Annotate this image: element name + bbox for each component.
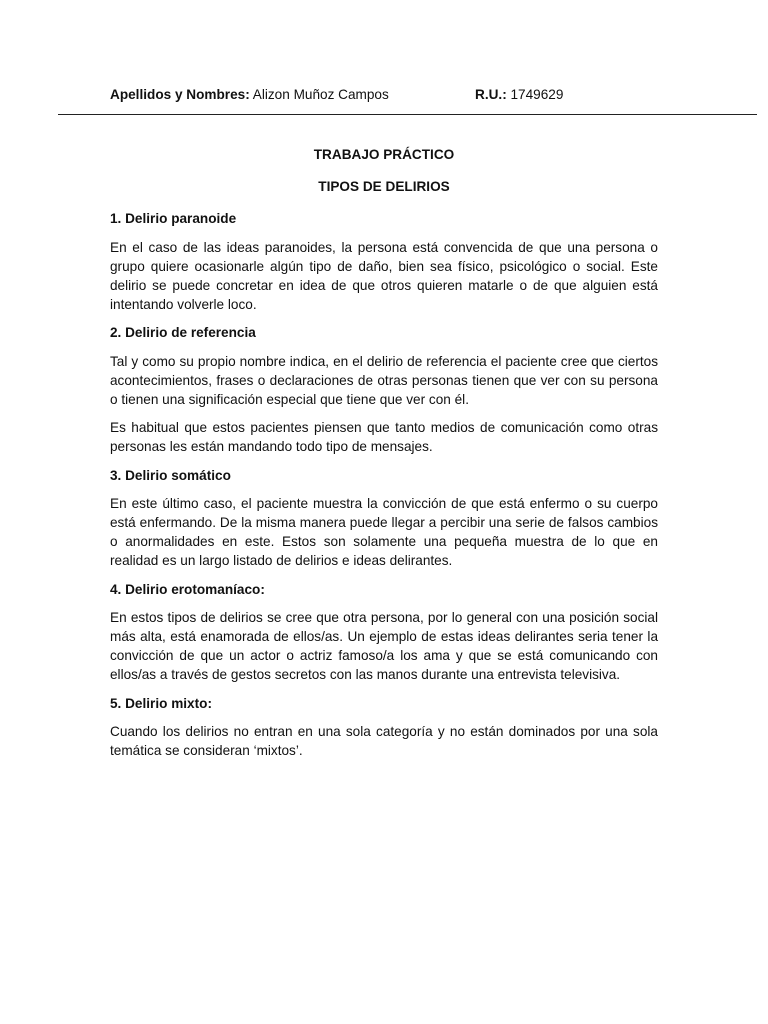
section-paragraph: Cuando los delirios no entran en una sola categoría y no están dominados por una sola temática se consideran ‘mixtos’. xyxy=(110,723,658,759)
student-name xyxy=(110,87,389,102)
section-paragraph: En estos tipos de delirios se cree que otra persona, por lo general con una posición social más alta, está enamorada de ellos/as. Un ejemplo de estas ideas delirantes seria tener la convicción de que un actor o actriz famoso/a los ama y que se está comunicando con ellos/as a través de gestos secretos con las manos durante una entrevista televisiva. xyxy=(110,609,658,683)
section-heading: 3. Delirio somático xyxy=(110,467,231,483)
header-divider xyxy=(58,114,757,115)
name-value: Alizon Muñoz Campos xyxy=(252,87,389,102)
section-paragraph: Es habitual que estos pacientes piensen que tanto medios de comunicación como otras personas les están mandando todo tipo de mensajes. xyxy=(110,420,658,455)
name-label: Apellidos y Nombres: xyxy=(110,87,250,102)
document-subtitle: TIPOS DE DELIRIOS xyxy=(318,179,450,195)
section-paragraph: En este último caso, el paciente muestra la convicción de que está enfermo o su cuerpo está enfermando. De la misma manera puede llegar a percibir una serie de falsos cambios o anormalidades en este. Estos son solamente una pequeña muestra de lo que en realidad es un largo listado de delirios e ideas delirantes. xyxy=(110,495,658,569)
document-header xyxy=(110,87,670,107)
registration-number xyxy=(475,87,563,102)
section-paragraph: En el caso de las ideas paranoides, la persona está convencida de que una persona o grupo quiere ocasionarle algún tipo de daño, bien sea físico, psicológico o social. Este delirio se puede concretar en idea de que otros quieren matarle o de que alguien está intentando volverle loco. xyxy=(110,239,658,313)
section-heading: 1. Delirio paranoide xyxy=(110,211,237,227)
section-heading: 5. Delirio mixto: xyxy=(110,695,212,711)
document-body xyxy=(110,145,658,769)
ru-label: R.U.: xyxy=(475,87,507,102)
section-heading: 2. Delirio de referencia xyxy=(110,325,256,341)
ru-value: 1749629 xyxy=(510,87,564,102)
section-paragraph: Tal y como su propio nombre indica, en el delirio de referencia el paciente cree que ciertos acontecimientos, frases o declaraciones de otras personas tienen que ver con su persona o tienen una significación especial que tiene que ver con él. xyxy=(110,353,658,408)
document-title: TRABAJO PRÁCTICO xyxy=(313,147,455,162)
section-heading: 4. Delirio erotomaníaco: xyxy=(110,581,265,597)
